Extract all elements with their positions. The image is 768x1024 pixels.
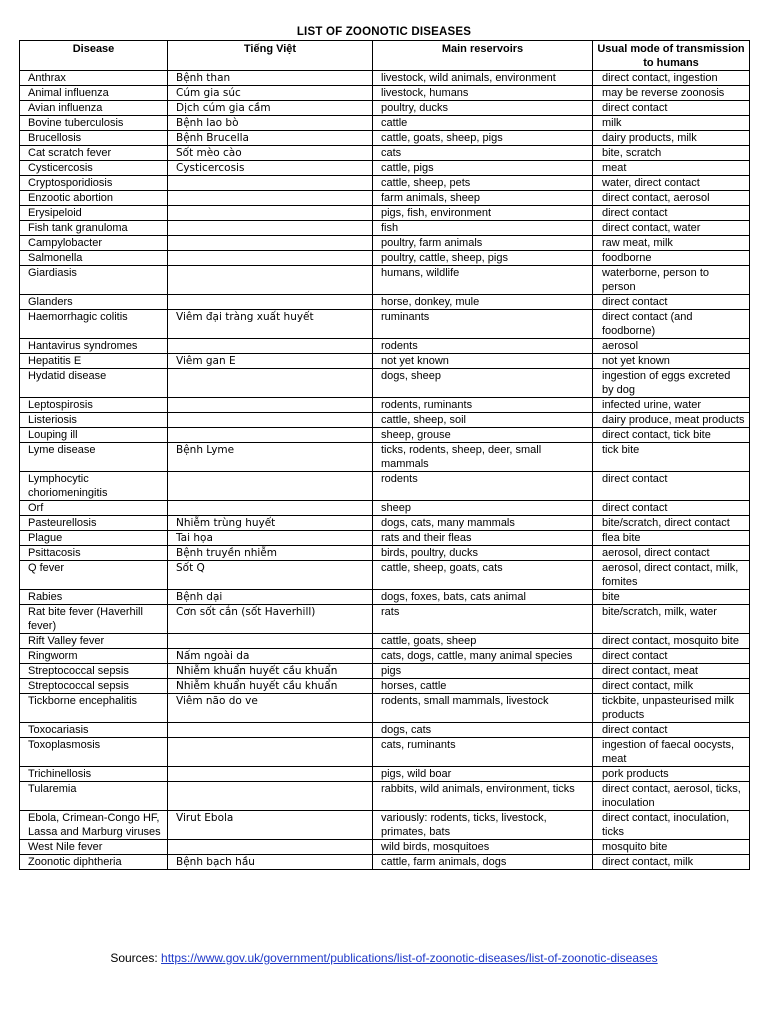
disease-cell: Q fever bbox=[20, 561, 168, 590]
vietnamese-name-cell: Bệnh Lyme bbox=[168, 443, 373, 472]
vietnamese-name-cell bbox=[168, 221, 373, 236]
header-main-reservoirs: Main reservoirs bbox=[373, 41, 593, 71]
main-reservoirs-cell: dogs, foxes, bats, cats animal bbox=[373, 590, 593, 605]
table-row bbox=[20, 310, 750, 339]
vietnamese-name-cell: Nấm ngoài da bbox=[168, 649, 373, 664]
table-row bbox=[20, 146, 750, 161]
table-row bbox=[20, 840, 750, 855]
transmission-mode-cell: foodborne bbox=[593, 251, 750, 266]
main-reservoirs-cell: birds, poultry, ducks bbox=[373, 546, 593, 561]
main-reservoirs-cell: dogs, cats bbox=[373, 723, 593, 738]
vietnamese-name-cell: Nhiễm khuẩn huyết cầu khuẩn bbox=[168, 679, 373, 694]
vietnamese-name-cell: Dịch cúm gia cầm bbox=[168, 101, 373, 116]
main-reservoirs-cell: cattle, sheep, soil bbox=[373, 413, 593, 428]
transmission-mode-cell: direct contact, water bbox=[593, 221, 750, 236]
disease-cell: Plague bbox=[20, 531, 168, 546]
table-row bbox=[20, 339, 750, 354]
table-row bbox=[20, 266, 750, 295]
transmission-mode-cell: aerosol, direct contact bbox=[593, 546, 750, 561]
disease-cell: Zoonotic diphtheria bbox=[20, 855, 168, 870]
disease-cell: Fish tank granuloma bbox=[20, 221, 168, 236]
vietnamese-name-cell bbox=[168, 782, 373, 811]
transmission-mode-cell: direct contact, tick bite bbox=[593, 428, 750, 443]
sources-link[interactable]: https://www.gov.uk/government/publications/list-of-zoonotic-diseases/list-of-zoonotic-diseases bbox=[161, 951, 658, 965]
table-row bbox=[20, 590, 750, 605]
vietnamese-name-cell bbox=[168, 191, 373, 206]
vietnamese-name-cell bbox=[168, 251, 373, 266]
transmission-mode-cell: aerosol, direct contact, milk, fomites bbox=[593, 561, 750, 590]
main-reservoirs-cell: fish bbox=[373, 221, 593, 236]
main-reservoirs-cell: cats, dogs, cattle, many animal species bbox=[373, 649, 593, 664]
vietnamese-name-cell: Cúm gia súc bbox=[168, 86, 373, 101]
vietnamese-name-cell: Nhiễm khuẩn huyết cầu khuẩn bbox=[168, 664, 373, 679]
main-reservoirs-cell: rats and their fleas bbox=[373, 531, 593, 546]
table-row bbox=[20, 443, 750, 472]
main-reservoirs-cell: cattle, goats, sheep bbox=[373, 634, 593, 649]
vietnamese-name-cell: Viêm đại tràng xuất huyết bbox=[168, 310, 373, 339]
main-reservoirs-cell: dogs, sheep bbox=[373, 369, 593, 398]
transmission-mode-cell: direct contact bbox=[593, 101, 750, 116]
document-title: LIST OF ZOONOTIC DISEASES bbox=[296, 26, 472, 38]
main-reservoirs-cell: cattle, sheep, pets bbox=[373, 176, 593, 191]
transmission-mode-cell: bite bbox=[593, 590, 750, 605]
disease-cell: Avian influenza bbox=[20, 101, 168, 116]
vietnamese-name-cell: Bệnh lao bò bbox=[168, 116, 373, 131]
vietnamese-name-cell bbox=[168, 767, 373, 782]
vietnamese-name-cell: Viêm não do ve bbox=[168, 694, 373, 723]
main-reservoirs-cell: ticks, rodents, sheep, deer, small mammals bbox=[373, 443, 593, 472]
transmission-mode-cell: direct contact bbox=[593, 723, 750, 738]
transmission-mode-cell: milk bbox=[593, 116, 750, 131]
disease-cell: Louping ill bbox=[20, 428, 168, 443]
main-reservoirs-cell: livestock, humans bbox=[373, 86, 593, 101]
transmission-mode-cell: mosquito bite bbox=[593, 840, 750, 855]
transmission-mode-cell: direct contact, mosquito bite bbox=[593, 634, 750, 649]
disease-cell: Leptospirosis bbox=[20, 398, 168, 413]
vietnamese-name-cell bbox=[168, 634, 373, 649]
transmission-mode-cell: direct contact, inoculation, ticks bbox=[593, 811, 750, 840]
transmission-mode-cell: direct contact bbox=[593, 295, 750, 310]
disease-cell: Toxocariasis bbox=[20, 723, 168, 738]
vietnamese-name-cell: Cysticercosis bbox=[168, 161, 373, 176]
vietnamese-name-cell bbox=[168, 236, 373, 251]
table-row bbox=[20, 221, 750, 236]
transmission-mode-cell: direct contact bbox=[593, 472, 750, 501]
disease-cell: Tickborne encephalitis bbox=[20, 694, 168, 723]
transmission-mode-cell: may be reverse zoonosis bbox=[593, 86, 750, 101]
vietnamese-name-cell: Sốt mèo cào bbox=[168, 146, 373, 161]
disease-cell: Toxoplasmosis bbox=[20, 738, 168, 767]
disease-cell: Hydatid disease bbox=[20, 369, 168, 398]
vietnamese-name-cell: Virut Ebola bbox=[168, 811, 373, 840]
vietnamese-name-cell: Cơn sốt cắn (sốt Haverhill) bbox=[168, 605, 373, 634]
table-row bbox=[20, 369, 750, 398]
main-reservoirs-cell: poultry, ducks bbox=[373, 101, 593, 116]
disease-cell: Hepatitis E bbox=[20, 354, 168, 369]
vietnamese-name-cell bbox=[168, 413, 373, 428]
disease-cell: Ringworm bbox=[20, 649, 168, 664]
transmission-mode-cell: aerosol bbox=[593, 339, 750, 354]
main-reservoirs-cell: dogs, cats, many mammals bbox=[373, 516, 593, 531]
vietnamese-name-cell bbox=[168, 339, 373, 354]
sources-label: Sources: bbox=[110, 951, 162, 965]
table-row bbox=[20, 191, 750, 206]
disease-cell: Trichinellosis bbox=[20, 767, 168, 782]
vietnamese-name-cell: Bệnh truyền nhiễm bbox=[168, 546, 373, 561]
main-reservoirs-cell: pigs, wild boar bbox=[373, 767, 593, 782]
main-reservoirs-cell: cats bbox=[373, 146, 593, 161]
disease-cell: Rift Valley fever bbox=[20, 634, 168, 649]
disease-cell: Brucellosis bbox=[20, 131, 168, 146]
transmission-mode-cell: direct contact (and foodborne) bbox=[593, 310, 750, 339]
vietnamese-name-cell bbox=[168, 266, 373, 295]
table-row bbox=[20, 161, 750, 176]
table-row bbox=[20, 101, 750, 116]
vietnamese-name-cell: Viêm gan E bbox=[168, 354, 373, 369]
disease-cell: West Nile fever bbox=[20, 840, 168, 855]
header-vietnamese: Tiếng Việt bbox=[168, 41, 373, 71]
vietnamese-name-cell bbox=[168, 398, 373, 413]
table-row bbox=[20, 398, 750, 413]
main-reservoirs-cell: cattle, sheep, goats, cats bbox=[373, 561, 593, 590]
disease-cell: Rabies bbox=[20, 590, 168, 605]
disease-cell: Orf bbox=[20, 501, 168, 516]
table-row bbox=[20, 295, 750, 310]
header-transmission-mode: Usual mode of transmission to humans bbox=[593, 41, 750, 71]
transmission-mode-cell: ingestion of eggs excreted by dog bbox=[593, 369, 750, 398]
disease-cell: Listeriosis bbox=[20, 413, 168, 428]
table-row bbox=[20, 855, 750, 870]
transmission-mode-cell: bite/scratch, direct contact bbox=[593, 516, 750, 531]
main-reservoirs-cell: sheep bbox=[373, 501, 593, 516]
transmission-mode-cell: water, direct contact bbox=[593, 176, 750, 191]
main-reservoirs-cell: cattle, farm animals, dogs bbox=[373, 855, 593, 870]
main-reservoirs-cell: sheep, grouse bbox=[373, 428, 593, 443]
main-reservoirs-cell: poultry, farm animals bbox=[373, 236, 593, 251]
table-row bbox=[20, 649, 750, 664]
transmission-mode-cell: dairy products, milk bbox=[593, 131, 750, 146]
main-reservoirs-cell: humans, wildlife bbox=[373, 266, 593, 295]
main-reservoirs-cell: rats bbox=[373, 605, 593, 634]
disease-cell: Cryptosporidiosis bbox=[20, 176, 168, 191]
table-row bbox=[20, 131, 750, 146]
table-row bbox=[20, 546, 750, 561]
main-reservoirs-cell: not yet known bbox=[373, 354, 593, 369]
main-reservoirs-cell: ruminants bbox=[373, 310, 593, 339]
main-reservoirs-cell: rodents bbox=[373, 339, 593, 354]
transmission-mode-cell: not yet known bbox=[593, 354, 750, 369]
table-row bbox=[20, 354, 750, 369]
transmission-mode-cell: direct contact bbox=[593, 501, 750, 516]
main-reservoirs-cell: cattle, pigs bbox=[373, 161, 593, 176]
table-row bbox=[20, 738, 750, 767]
disease-cell: Lymphocytic choriomeningitis bbox=[20, 472, 168, 501]
table-row bbox=[20, 679, 750, 694]
main-reservoirs-cell: rodents, small mammals, livestock bbox=[373, 694, 593, 723]
disease-cell: Ebola, Crimean-Congo HF, Lassa and Marburg viruses bbox=[20, 811, 168, 840]
main-reservoirs-cell: rodents bbox=[373, 472, 593, 501]
disease-cell: Cat scratch fever bbox=[20, 146, 168, 161]
transmission-mode-cell: direct contact, milk bbox=[593, 855, 750, 870]
main-reservoirs-cell: horse, donkey, mule bbox=[373, 295, 593, 310]
transmission-mode-cell: tickbite, unpasteurised milk products bbox=[593, 694, 750, 723]
disease-cell: Cysticercosis bbox=[20, 161, 168, 176]
main-reservoirs-cell: rodents, ruminants bbox=[373, 398, 593, 413]
table-row bbox=[20, 176, 750, 191]
table-row bbox=[20, 723, 750, 738]
vietnamese-name-cell: Nhiễm trùng huyết bbox=[168, 516, 373, 531]
main-reservoirs-cell: variously: rodents, ticks, livestock, primates, bats bbox=[373, 811, 593, 840]
transmission-mode-cell: infected urine, water bbox=[593, 398, 750, 413]
main-reservoirs-cell: wild birds, mosquitoes bbox=[373, 840, 593, 855]
table-row bbox=[20, 86, 750, 101]
table-row bbox=[20, 516, 750, 531]
vietnamese-name-cell bbox=[168, 501, 373, 516]
vietnamese-name-cell bbox=[168, 369, 373, 398]
vietnamese-name-cell bbox=[168, 472, 373, 501]
table-row bbox=[20, 251, 750, 266]
transmission-mode-cell: direct contact bbox=[593, 649, 750, 664]
disease-cell: Hantavirus syndromes bbox=[20, 339, 168, 354]
transmission-mode-cell: raw meat, milk bbox=[593, 236, 750, 251]
vietnamese-name-cell bbox=[168, 738, 373, 767]
vietnamese-name-cell: Bệnh dại bbox=[168, 590, 373, 605]
disease-cell: Tularemia bbox=[20, 782, 168, 811]
table-row bbox=[20, 236, 750, 251]
vietnamese-name-cell: Bệnh bạch hầu bbox=[168, 855, 373, 870]
transmission-mode-cell: bite/scratch, milk, water bbox=[593, 605, 750, 634]
disease-cell: Enzootic abortion bbox=[20, 191, 168, 206]
disease-cell: Salmonella bbox=[20, 251, 168, 266]
table-row bbox=[20, 472, 750, 501]
transmission-mode-cell: bite, scratch bbox=[593, 146, 750, 161]
vietnamese-name-cell: Bệnh Brucella bbox=[168, 131, 373, 146]
main-reservoirs-cell: horses, cattle bbox=[373, 679, 593, 694]
main-reservoirs-cell: livestock, wild animals, environment bbox=[373, 71, 593, 86]
table-row bbox=[20, 782, 750, 811]
table-row bbox=[20, 694, 750, 723]
table-row bbox=[20, 428, 750, 443]
table-row bbox=[20, 531, 750, 546]
transmission-mode-cell: meat bbox=[593, 161, 750, 176]
disease-cell: Anthrax bbox=[20, 71, 168, 86]
disease-cell: Streptococcal sepsis bbox=[20, 664, 168, 679]
transmission-mode-cell: pork products bbox=[593, 767, 750, 782]
vietnamese-name-cell: Bệnh than bbox=[168, 71, 373, 86]
transmission-mode-cell: direct contact, aerosol, ticks, inoculation bbox=[593, 782, 750, 811]
vietnamese-name-cell bbox=[168, 206, 373, 221]
transmission-mode-cell: flea bite bbox=[593, 531, 750, 546]
disease-cell: Psittacosis bbox=[20, 546, 168, 561]
vietnamese-name-cell: Tai họa bbox=[168, 531, 373, 546]
disease-cell: Pasteurellosis bbox=[20, 516, 168, 531]
transmission-mode-cell: dairy produce, meat products bbox=[593, 413, 750, 428]
table-row bbox=[20, 811, 750, 840]
main-reservoirs-cell: cattle, goats, sheep, pigs bbox=[373, 131, 593, 146]
main-reservoirs-cell: cattle bbox=[373, 116, 593, 131]
vietnamese-name-cell bbox=[168, 176, 373, 191]
zoonotic-diseases-table bbox=[19, 40, 750, 870]
main-reservoirs-cell: pigs bbox=[373, 664, 593, 679]
table-row bbox=[20, 605, 750, 634]
disease-cell: Campylobacter bbox=[20, 236, 168, 251]
table-header-row bbox=[20, 41, 750, 71]
main-reservoirs-cell: farm animals, sheep bbox=[373, 191, 593, 206]
table-row bbox=[20, 413, 750, 428]
transmission-mode-cell: direct contact bbox=[593, 206, 750, 221]
table-row bbox=[20, 71, 750, 86]
sources-line bbox=[0, 951, 768, 965]
header-disease: Disease bbox=[20, 41, 168, 71]
disease-cell: Streptococcal sepsis bbox=[20, 679, 168, 694]
main-reservoirs-cell: pigs, fish, environment bbox=[373, 206, 593, 221]
vietnamese-name-cell bbox=[168, 428, 373, 443]
table-row bbox=[20, 634, 750, 649]
vietnamese-name-cell: Sốt Q bbox=[168, 561, 373, 590]
main-reservoirs-cell: rabbits, wild animals, environment, ticks bbox=[373, 782, 593, 811]
transmission-mode-cell: direct contact, meat bbox=[593, 664, 750, 679]
disease-cell: Rat bite fever (Haverhill fever) bbox=[20, 605, 168, 634]
transmission-mode-cell: tick bite bbox=[593, 443, 750, 472]
table-row bbox=[20, 116, 750, 131]
vietnamese-name-cell bbox=[168, 295, 373, 310]
transmission-mode-cell: direct contact, milk bbox=[593, 679, 750, 694]
vietnamese-name-cell bbox=[168, 723, 373, 738]
table-row bbox=[20, 501, 750, 516]
table-row bbox=[20, 206, 750, 221]
main-reservoirs-cell: cats, ruminants bbox=[373, 738, 593, 767]
transmission-mode-cell: ingestion of faecal oocysts, meat bbox=[593, 738, 750, 767]
disease-cell: Glanders bbox=[20, 295, 168, 310]
disease-cell: Animal influenza bbox=[20, 86, 168, 101]
disease-cell: Giardiasis bbox=[20, 266, 168, 295]
disease-cell: Bovine tuberculosis bbox=[20, 116, 168, 131]
table-row bbox=[20, 767, 750, 782]
table-row bbox=[20, 664, 750, 679]
disease-cell: Lyme disease bbox=[20, 443, 168, 472]
vietnamese-name-cell bbox=[168, 840, 373, 855]
transmission-mode-cell: waterborne, person to person bbox=[593, 266, 750, 295]
transmission-mode-cell: direct contact, aerosol bbox=[593, 191, 750, 206]
table-row bbox=[20, 561, 750, 590]
table-body bbox=[20, 71, 750, 870]
transmission-mode-cell: direct contact, ingestion bbox=[593, 71, 750, 86]
main-reservoirs-cell: poultry, cattle, sheep, pigs bbox=[373, 251, 593, 266]
disease-cell: Haemorrhagic colitis bbox=[20, 310, 168, 339]
disease-cell: Erysipeloid bbox=[20, 206, 168, 221]
